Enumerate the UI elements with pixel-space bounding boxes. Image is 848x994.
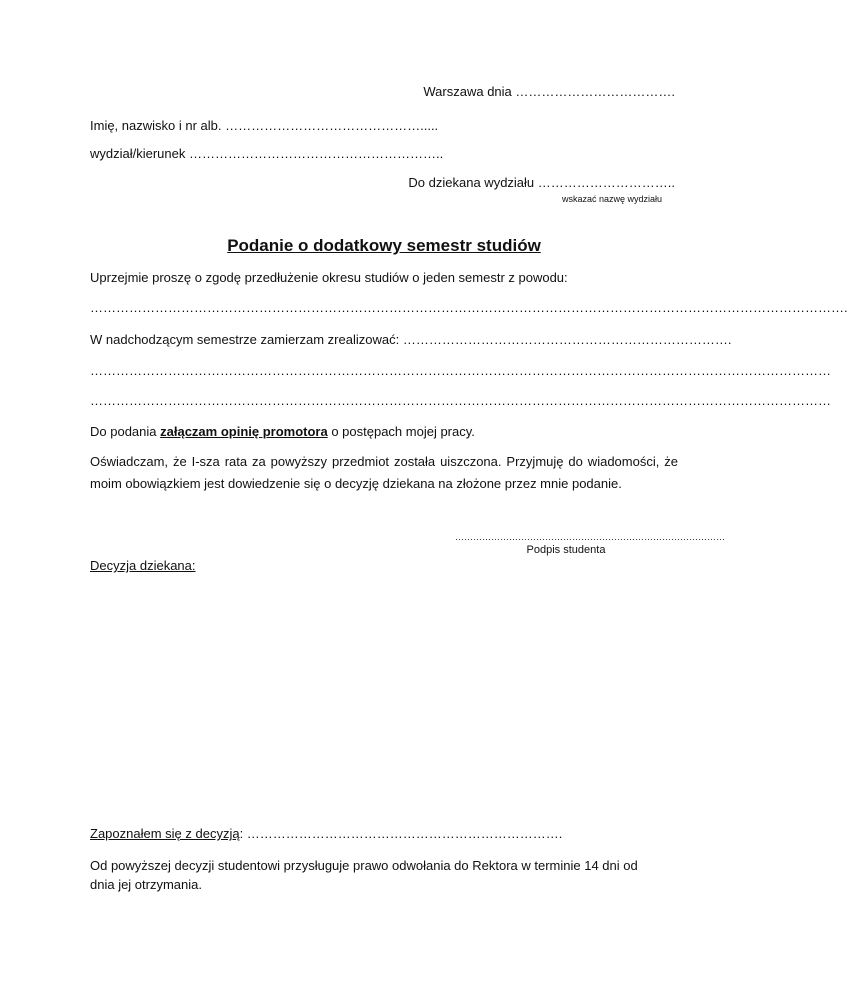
acknowledgement-label: Zapoznałem się z decyzją bbox=[90, 826, 240, 841]
attachment-before: Do podania bbox=[90, 424, 161, 439]
faculty-line: wydział/kierunek ………………………………………………….. bbox=[90, 146, 444, 161]
attachment-sentence bbox=[90, 424, 475, 440]
declaration-paragraph: Oświadczam, że I-sza rata za powyższy przedmiot została uiszczona. Przyjmuję do wiadomości, że moim obowiązkiem jest dowiedzenie się o decyzję dziekana na złożone przez mnie podanie. bbox=[90, 454, 678, 491]
signature-label: Podpis studenta bbox=[526, 544, 606, 556]
acknowledgement-dots: : ………………………………………………………………. bbox=[239, 826, 563, 841]
signature-dots: ……………………………………………………………………………… bbox=[455, 532, 725, 542]
decision-label: Decyzja dziekana: bbox=[90, 558, 196, 573]
dean-line: Do dziekana wydziału ………………………….. bbox=[408, 175, 675, 190]
attachment-after: o postępach mojej pracy. bbox=[327, 424, 475, 439]
request-dots: …………………………………………………………………………………………………………………………………………………………. bbox=[90, 300, 848, 315]
plan-line: W nadchodzącym semestrze zamierzam zrealizować: …………………………………………………………………. bbox=[90, 332, 732, 347]
dean-hint: wskazać nazwę wydziału bbox=[561, 194, 662, 204]
date-line: Warszawa dnia ………………………………. bbox=[423, 84, 675, 99]
attachment-emphasis: załączam opinię promotora bbox=[160, 424, 328, 439]
plan-dots-1: ……………………………………………………………………………………………………………………………………………………… bbox=[90, 363, 831, 378]
page-title: Podanie o dodatkowy semestr studiów bbox=[227, 236, 541, 255]
plan-dots-2: ……………………………………………………………………………………………………………………………………………………… bbox=[90, 393, 831, 408]
acknowledgement-line bbox=[90, 826, 562, 842]
name-line: Imię, nazwisko i nr alb. ………………………………………..... bbox=[90, 118, 439, 133]
request-line: Uprzejmie proszę o zgodę przedłużenie okresu studiów o jeden semestr z powodu: bbox=[90, 270, 568, 285]
appeal-note: Od powyższej decyzji studentowi przysługuje prawo odwołania do Rektora w terminie 14 dni od dnia jej otrzymania. bbox=[90, 858, 638, 892]
